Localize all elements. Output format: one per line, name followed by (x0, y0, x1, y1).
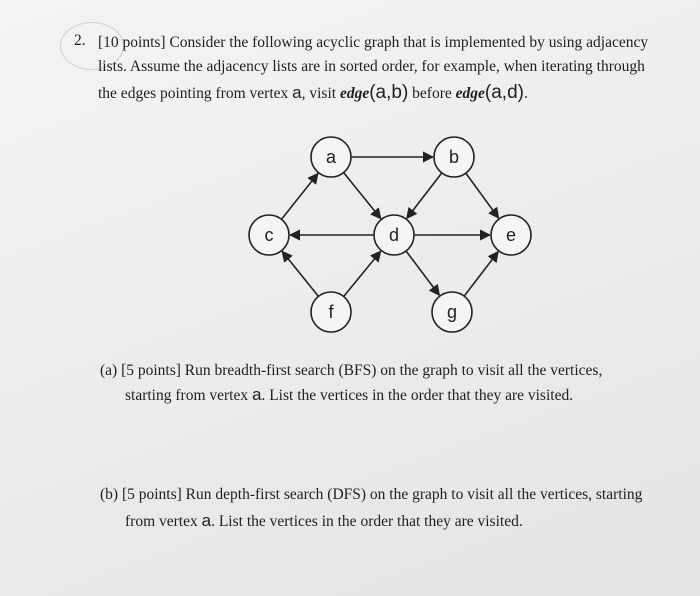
problem-line-2: lists. Assume the adjacency lists are in sorted order, for example, when iterating through (98, 58, 645, 75)
node-g (432, 292, 472, 332)
question-number: 2. (74, 32, 86, 49)
edge-ad-args: (a,d) (484, 82, 524, 103)
part-b-line-1: (b) [5 points] Run depth-first search (DFS) on the graph to visit all the vertices, starting (100, 486, 643, 503)
part-b-start: from vertex (125, 513, 198, 530)
node-a (311, 137, 351, 177)
node-label-b: b (448, 147, 460, 167)
part-a-start: starting from vertex (125, 387, 249, 404)
acyclic-graph-diagram (230, 120, 550, 340)
edge-b-d (407, 173, 442, 219)
edge-b-e (466, 173, 499, 218)
node-b (434, 137, 474, 177)
edge-a-d (344, 173, 381, 219)
edge-d-g (406, 251, 439, 295)
edge-ad-name: edge (455, 85, 485, 102)
problem-line-3-before: before (412, 85, 452, 102)
node-label-e: e (505, 225, 517, 245)
node-f (311, 292, 351, 332)
vertex-a-ref: a (292, 83, 302, 102)
node-label-d: d (388, 225, 400, 245)
edge-g-e (464, 252, 498, 296)
edge-ab-args: (a,b) (369, 82, 409, 103)
part-a-vertex: a (251, 385, 262, 404)
part-a-line-2 (125, 386, 573, 405)
problem-line-1: [10 points] Consider the following acyclic graph that is implemented by using adjacency (98, 34, 649, 51)
part-b-vertex: a (201, 511, 212, 530)
part-b-line-2 (125, 512, 523, 531)
node-label-g: g (446, 302, 458, 322)
part-a-rest: . List the vertices in the order that they are visited. (261, 387, 574, 404)
node-e (491, 215, 531, 255)
problem-line-3-start: the edges pointing from vertex (98, 85, 289, 102)
edge-f-c (282, 251, 318, 296)
edge-f-d (344, 251, 381, 296)
part-a-line-1: (a) [5 points] Run breadth-first search (BFS) on the graph to visit all the vertices, (100, 362, 603, 379)
problem-line-3 (98, 84, 528, 103)
edge-ab-name: edge (339, 85, 370, 102)
node-c (249, 215, 289, 255)
edge-c-a (281, 173, 317, 219)
problem-line-3-end: . (523, 85, 528, 102)
node-label-c: c (264, 225, 274, 245)
node-label-f: f (328, 302, 334, 322)
node-d (374, 215, 414, 255)
problem-line-3-visit: , visit (301, 85, 337, 102)
part-b-rest: . List the vertices in the order that they are visited. (211, 513, 523, 530)
node-label-a: a (325, 147, 337, 167)
